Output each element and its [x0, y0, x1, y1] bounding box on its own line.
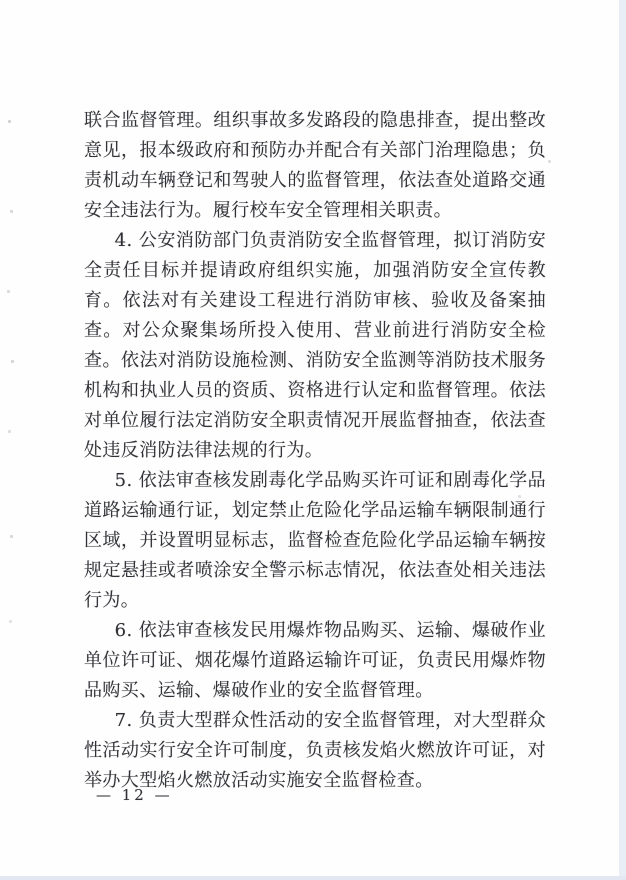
- page-number: — 12 —: [96, 786, 173, 804]
- scan-edge-right: [619, 0, 626, 880]
- paragraph-item-5: 5. 依法审查核发剧毒化学品购买许可证和剧毒化学品道路运输通行证，划定禁止危险化学品运输车辆限制通行区域，并设置明显标志，监督检查危险化学品运输车辆按规定悬挂或者喷涂安全警示标志情况，依法查处相关违法行为。: [84, 470, 546, 611]
- paragraph-continued: 联合监督管理。组织事故多发路段的隐患排查，提出整改意见，报本级政府和预防办并配合有关部门治理隐患；负责机动车辆登记和驾驶人的监督管理，依法查处道路交通安全违法行为。履行校车安全管理相关职责。: [84, 110, 546, 221]
- scan-edge-bottom: [0, 876, 626, 880]
- scan-noise-specks: [8, 120, 11, 123]
- document-body-text: [84, 106, 546, 796]
- paragraph-item-6: 6. 依法审查核发民用爆炸物品购买、运输、爆破作业单位许可证、烟花爆竹道路运输许可证，负责民用爆炸物品购买、运输、爆破作业的安全监督管理。: [84, 620, 546, 701]
- paragraph-item-4: 4. 公安消防部门负责消防安全监督管理，拟订消防安全责任目标并提请政府组织实施，加强消防安全宣传教育。依法对有关建设工程进行消防审核、验收及备案抽查。对公众聚集场所投入使用、营业前进行消防安全检查。依法对消防设施检测、消防安全监测等消防技术服务机构和执业人员的资质、资格进行认定和监督管理。依法对单位履行法定消防安全职责情况开展监督抽查，依法查处违反消防法律法规的行为。: [84, 230, 546, 461]
- paragraph-item-7: 7. 负责大型群众性活动的安全监督管理，对大型群众性活动实行安全许可制度，负责核发焰火燃放许可证，对举办大型焰火燃放活动实施安全监督检查。: [84, 710, 546, 791]
